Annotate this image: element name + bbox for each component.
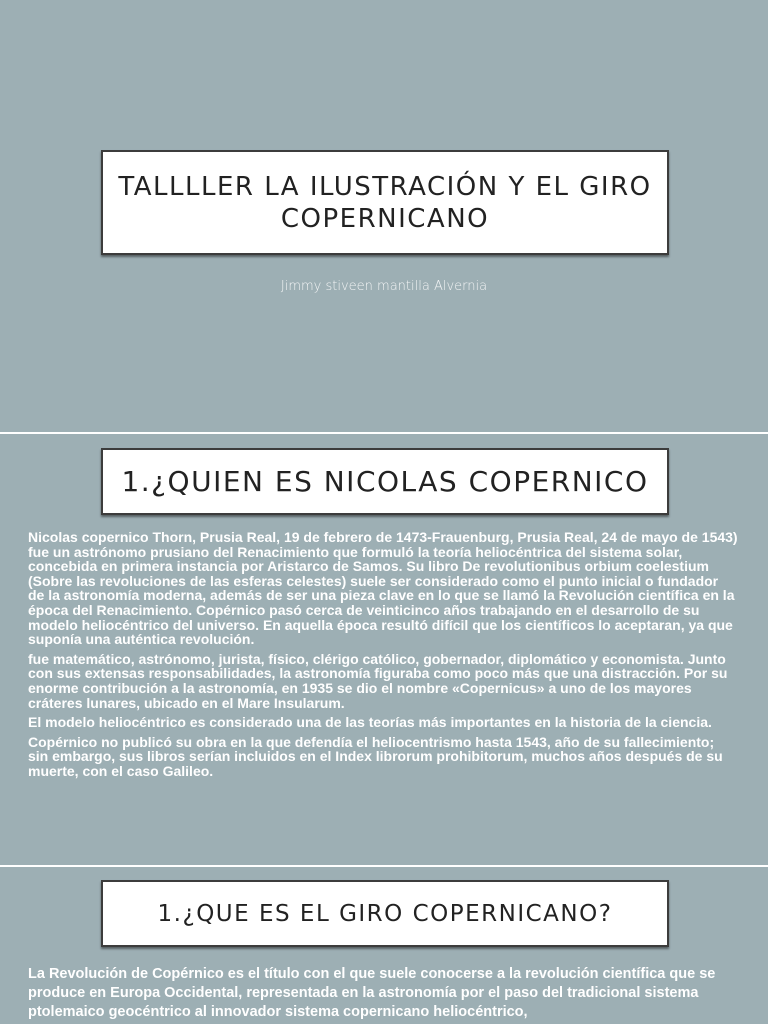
slide-2-body [28,530,738,784]
slide-2-paragraph-2: fue matemático, astrónomo, jurista, físico, clérigo católico, gobernador, diplomático y economista. Junto con sus extensas responsabilidades, la astronomía figuraba como poco más que una distracción. Por su enorme contribución a la astronomía, en 1935 se dio el nombre «Copernicus» a uno de los mayores cráteres lunares, ubicado en el Mare Insularum. [28,650,728,711]
slide-1-title: TALLLLER LA ILUSTRACIÓN Y EL GIRO COPERNICANO [101,150,669,255]
slide-2-paragraph-4: Copérnico no publicó su obra en la que defendía el heliocentrismo hasta 1543, año de su fallecimiento; sin embargo, sus libros serían incluidos en el Index librorum prohibitorum, muchos años después de su muerte, con el caso Galileo. [28,733,723,779]
slide-1-subtitle: Jimmy stiveen mantilla Alvernia [280,279,488,294]
slide-3 [0,867,768,1024]
slide-3-title: 1.¿QUE ES EL GIRO COPERNICANO? [101,880,669,947]
slide-3-body [28,965,738,1024]
slide-1 [0,0,768,432]
slide-2-paragraph-1: Nicolas copernico Thorn, Prusia Real, 19 de febrero de 1473-Frauenburg, Prusia Real, 24 de mayo de 1543) fue un astrónomo prusiano del Renacimiento que formuló la teoría heliocéntrica del sistema solar, concebida en primera instancia por Aristarco de Samos. Su libro De revolutionibus orbium coelestium (Sobre las revoluciones de las esferas celestes) suele ser considerado como el punto inicial o fundador de la astronomía moderna, además de ser una pieza clave en lo que se llamó la Revolución científica en la época del Renacimiento. Copérnico pasó cerca de veinticinco años trabajando en el desarrollo de su modelo heliocéntrico del universo. En aquella época resultó difícil que los científicos lo aceptaran, ya que suponía una auténtica revolución. [28,529,738,648]
slide-2-title: 1.¿QUIEN ES NICOLAS COPERNICO [101,448,669,515]
slide-3-paragraph-1: La Revolución de Copérnico es el título con el que suele conocerse a la revolución científica que se produce en Europa Occidental, representada en la astronomía por el paso del tradicional sistema ptolemaico geocéntrico al innovador sistema copernicano heliocéntrico, [28,966,716,1020]
slide-2-paragraph-3: El modelo heliocéntrico es considerado una de las teorías más importantes en la historia de la ciencia. [28,714,712,731]
slide-2 [0,434,768,865]
